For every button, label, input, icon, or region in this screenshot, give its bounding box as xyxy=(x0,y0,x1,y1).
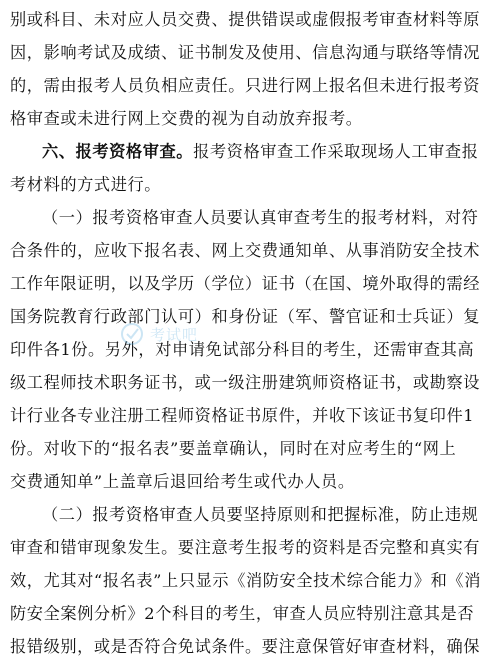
paragraph-start-line: （一）报考资格审查人员要认真审查考生的报考材料，对符 xyxy=(42,208,479,227)
text-line: 报错级别，或是否符合免试条件。要注意保管好审查材料，确保 xyxy=(10,637,481,656)
text-line: 国务院教育行政部门认可）和身份证（军、警官证和士兵证）复 xyxy=(10,307,481,326)
text-line: 合条件的，应收下报名表、网上交费通知单、从事消防安全技术 xyxy=(10,241,481,260)
text-line: 防安全案例分析》2个科目的考生，审查人员应特别注意其是否 xyxy=(10,604,475,623)
text-line: 级工程师技术职务证书，或一级注册建筑师资格证书，或勘察设 xyxy=(10,373,481,392)
watermark-text: 考试吧 xyxy=(150,326,199,344)
text-line: 格审查或未进行网上交费的视为自动放弃报考。 xyxy=(10,109,363,128)
section-6-line xyxy=(42,139,482,165)
text-line: 因，影响考试及成绩、证书制发及使用、信息沟通与联络等情况 xyxy=(10,43,481,62)
text-line: 审查和错审现象发生。要注意考生报考的资料是否完整和真实有 xyxy=(10,538,481,557)
text-line: 的，需由报考人员负相应责任。只进行网上报名但未进行报考资 xyxy=(10,76,481,95)
text-line: 工作年限证明，以及学历（学位）证书（在国、境外取得的需经 xyxy=(10,274,481,293)
text-line: 印件各1份。另外，对申请免试部分科目的考生，还需审查其高 xyxy=(10,340,475,359)
section-6-heading: 六、报考资格审查。 xyxy=(42,142,194,161)
section-6-text: 报考资格审查工作采取现场人工审查报 xyxy=(193,142,479,161)
text-line: 份。对收下的“报名表”要盖章确认，同时在对应考生的“网上 xyxy=(10,439,457,458)
text-line: 计行业各专业注册工程师资格证书原件，并收下该证书复印件1 xyxy=(10,406,475,425)
text-line: 效，尤其对“报名表”上只显示《消防安全技术综合能力》和《消 xyxy=(10,571,482,590)
text-line: 别或科目、未对应人员交费、提供错误或虚假报考审查材料等原 xyxy=(10,10,481,29)
text-line: 交费通知单”上盖章后退回给考生或代办人员。 xyxy=(10,472,355,491)
paragraph-start-line: （二）报考资格审查人员要坚持原则和把握标准，防止违规 xyxy=(42,505,479,524)
text-line: 考材料的方式进行。 xyxy=(10,175,162,194)
